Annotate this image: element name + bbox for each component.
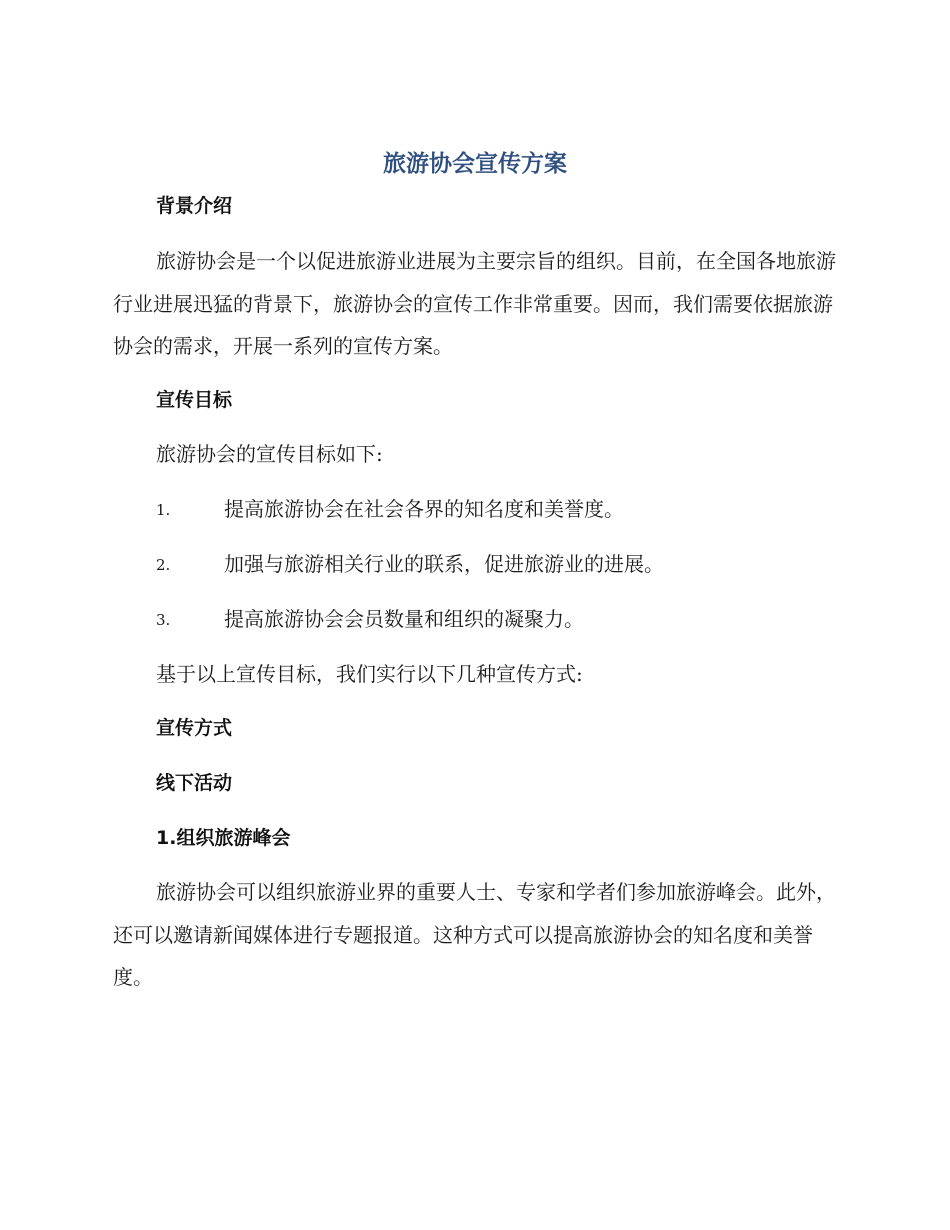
goals-outro: 基于以上宣传目标，我们实行以下几种宣传方式:	[156, 662, 583, 686]
heading-methods: 宣传方式	[156, 717, 233, 739]
paragraph-summit: 旅游协会可以组织旅游业界的重要人士、专家和学者们参加旅游峰会。此外，还可以邀请新闻媒体进行专题报道。这种方式可以提高旅游协会的知名度和美誉度。	[113, 880, 836, 989]
heading-goals: 宣传目标	[156, 389, 233, 411]
list-number: 3.	[156, 611, 171, 629]
paragraph-background: 旅游协会是一个以促进旅游业进展为主要宗旨的组织。目前，在全国各地旅游行业进展迅猛的背景下，旅游协会的宣传工作非常重要。因而，我们需要依据旅游协会的需求，开展一系列的宣传方案。	[113, 249, 836, 358]
heading-background: 背景介绍	[156, 195, 233, 217]
item-heading-summit: 1.组织旅游峰会	[156, 827, 291, 849]
list-text: 加强与旅游相关行业的联系，促进旅游业的进展。	[224, 552, 664, 576]
document-title: 旅游协会宣传方案	[383, 151, 567, 177]
list-text: 提高旅游协会在社会各界的知名度和美誉度。	[224, 497, 624, 521]
list-number: 2.	[156, 556, 171, 574]
list-text: 提高旅游协会会员数量和组织的凝聚力。	[224, 607, 584, 631]
goals-intro: 旅游协会的宣传目标如下:	[156, 442, 383, 466]
subheading-offline-activities: 线下活动	[156, 772, 233, 794]
list-number: 1.	[156, 501, 171, 519]
